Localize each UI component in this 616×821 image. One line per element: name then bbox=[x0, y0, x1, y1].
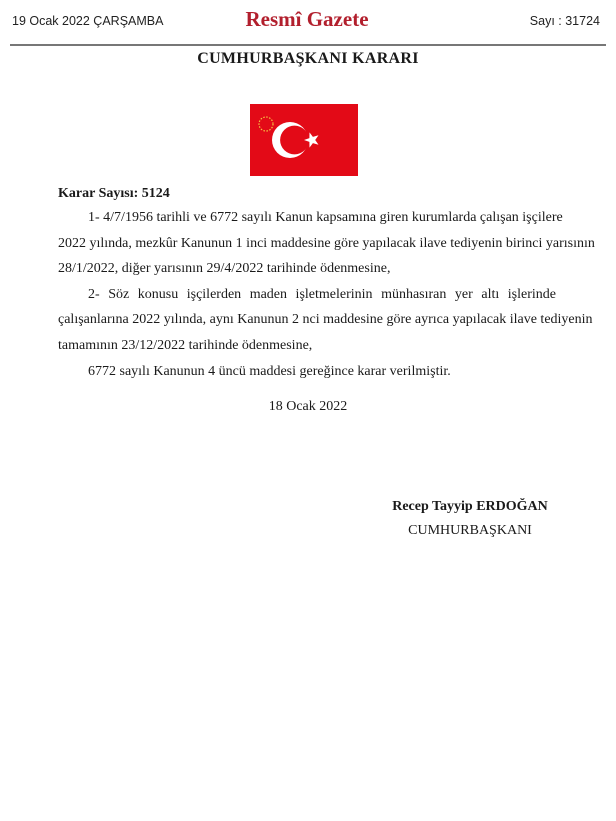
signatory-title: CUMHURBAŞKANI bbox=[408, 523, 532, 538]
paragraph-3-line: 6772 sayılı Kanunun 4 üncü maddesi gereğince karar verilmiştir. bbox=[88, 363, 451, 379]
masthead: Resmî Gazete bbox=[245, 7, 369, 31]
turkish-flag-icon bbox=[250, 104, 358, 176]
paragraph-1-line: 28/1/2022, diğer yarısının 29/4/2022 tarihinde ödenmesine, bbox=[58, 261, 391, 277]
signing-date: 18 Ocak 2022 bbox=[268, 399, 348, 414]
signature-block bbox=[380, 499, 560, 539]
signatory-name: Recep Tayyip ERDOĞAN bbox=[392, 499, 548, 514]
gazette-header bbox=[10, 7, 604, 32]
header-divider bbox=[10, 44, 606, 46]
paragraph-2-line: 2- Söz konusu işçilerden maden işletmelerinin münhasıran yer altı işlerinde bbox=[88, 286, 556, 302]
decision-number: Karar Sayısı: 5124 bbox=[58, 186, 170, 201]
paragraph-1-line: 2022 yılında, mezkûr Kanunun 1 inci maddesine göre yapılacak ilave tediyenin birinci yarısının bbox=[58, 235, 595, 251]
issue-date: 19 Ocak 2022 ÇARŞAMBA bbox=[12, 14, 164, 28]
paragraph-2-line: tamamının 23/12/2022 tarihinde ödenmesine, bbox=[58, 337, 313, 353]
decision-body bbox=[58, 205, 595, 384]
issue-number: Sayı : 31724 bbox=[529, 14, 600, 28]
paragraph-2-line: çalışanlarına 2022 yılında, aynı Kanunun 2 nci maddesine göre ayrıca yapılacak ilave tediyenin bbox=[58, 312, 593, 328]
paragraph-1-line: 1- 4/7/1956 tarihli ve 6772 sayılı Kanun kapsamına giren kurumlarda çalışan işçilere bbox=[88, 210, 563, 225]
page-title: CUMHURBAŞKANI KARARI bbox=[197, 50, 419, 67]
